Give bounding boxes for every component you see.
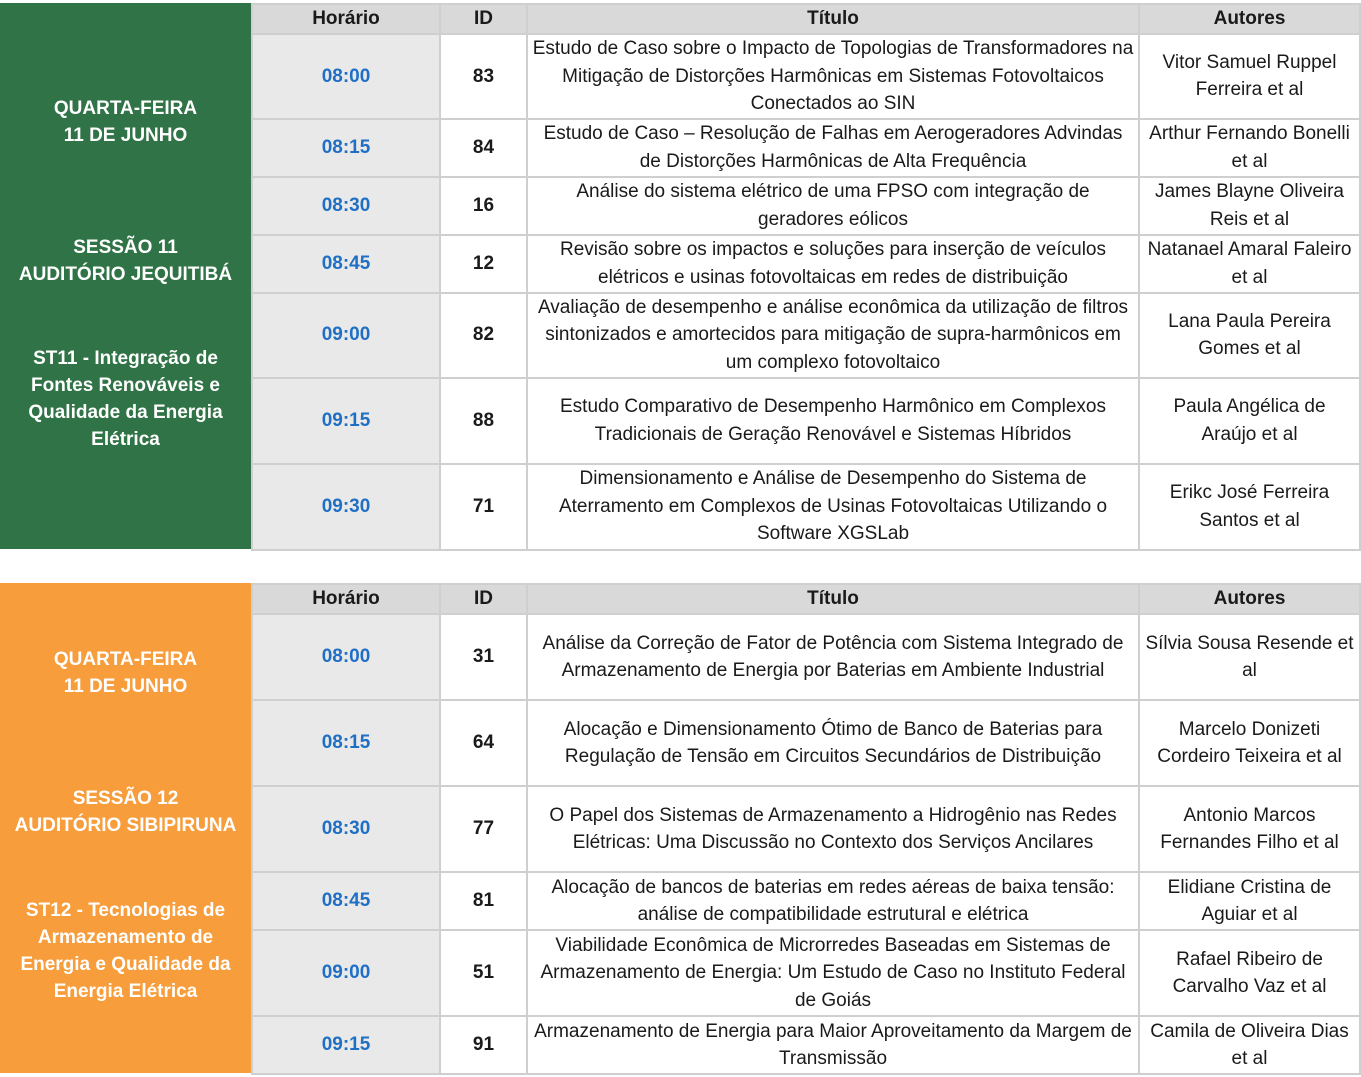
- row-title: O Papel dos Sistemas de Armazenamento a Hidrogênio nas Redes Elétricas: Uma Discussão no Contexto dos Serviços Ancilares: [527, 786, 1139, 872]
- day-label: QUARTA-FEIRA: [53, 649, 198, 670]
- row-authors: Erikc José Ferreira Santos et al: [1139, 464, 1360, 550]
- row-time: 08:30: [252, 786, 440, 872]
- row-id: 84: [440, 119, 527, 177]
- table-row: [252, 872, 1360, 930]
- row-time: 09:00: [252, 293, 440, 378]
- day-date: [0, 646, 251, 700]
- table-row: [252, 34, 1360, 119]
- row-title: Dimensionamento e Análise de Desempenho do Sistema de Aterramento em Complexos de Usinas Fotovoltaicas Utilizando o Software XGSLab: [527, 464, 1139, 550]
- row-authors: Camila de Oliveira Dias et al: [1139, 1016, 1360, 1074]
- session-12-block: [0, 583, 1354, 1073]
- table-row: [252, 378, 1360, 464]
- table-row: [252, 235, 1360, 293]
- track-label: ST12 - Tecnologias de Armazenamento de Energia e Qualidade da Energia Elétrica: [20, 900, 231, 1002]
- table-header: [252, 4, 1360, 34]
- row-id: 88: [440, 378, 527, 464]
- session-room: [0, 785, 251, 839]
- header-autores: Autores: [1139, 4, 1360, 34]
- session-label: SESSÃO 11: [73, 237, 178, 258]
- row-time: 08:15: [252, 119, 440, 177]
- track-label: ST11 - Integração de Fontes Renováveis e Qualidade da Energia Elétrica: [28, 348, 223, 450]
- row-authors: Lana Paula Pereira Gomes et al: [1139, 293, 1360, 378]
- row-title: Alocação de bancos de baterias em redes aéreas de baixa tensão: análise de compatibilidade estrutural e elétrica: [527, 872, 1139, 930]
- row-title: Estudo de Caso – Resolução de Falhas em Aerogeradores Advindas de Distorções Harmônicas de Alta Frequência: [527, 119, 1139, 177]
- row-id: 51: [440, 930, 527, 1016]
- room-label: AUDITÓRIO JEQUITIBÁ: [18, 264, 233, 285]
- row-title: Revisão sobre os impactos e soluções para inserção de veículos elétricos e usinas fotovoltaicas em redes de distribuição: [527, 235, 1139, 293]
- row-title: Estudo Comparativo de Desempenho Harmônico em Complexos Tradicionais de Geração Renovável e Sistemas Híbridos: [527, 378, 1139, 464]
- row-time: 09:15: [252, 378, 440, 464]
- session-11-table: [251, 3, 1361, 551]
- row-authors: Marcelo Donizeti Cordeiro Teixeira et al: [1139, 700, 1360, 786]
- row-title: Estudo de Caso sobre o Impacto de Topologias de Transformadores na Mitigação de Distorções Harmônicas em Sistemas Fotovoltaicos Conectados ao SIN: [527, 34, 1139, 119]
- row-id: 71: [440, 464, 527, 550]
- session-12-sidebar: [0, 583, 251, 1073]
- row-time: 08:45: [252, 872, 440, 930]
- header-titulo: Título: [527, 4, 1139, 34]
- session-room: [0, 234, 251, 288]
- room-label: AUDITÓRIO SIBIPIRUNA: [14, 815, 237, 836]
- row-id: 83: [440, 34, 527, 119]
- row-id: 31: [440, 614, 527, 700]
- row-title: Alocação e Dimensionamento Ótimo de Banco de Baterias para Regulação de Tensão em Circuitos Secundários de Distribuição: [527, 700, 1139, 786]
- row-authors: Arthur Fernando Bonelli et al: [1139, 119, 1360, 177]
- table-row: [252, 119, 1360, 177]
- row-id: 12: [440, 235, 527, 293]
- row-time: 09:30: [252, 464, 440, 550]
- table-row: [252, 177, 1360, 235]
- row-id: 64: [440, 700, 527, 786]
- day-date: [0, 95, 251, 149]
- header-titulo: Título: [527, 584, 1139, 614]
- session-label: SESSÃO 12: [72, 788, 179, 809]
- row-authors: Sílvia Sousa Resende et al: [1139, 614, 1360, 700]
- row-id: 16: [440, 177, 527, 235]
- row-authors: Antonio Marcos Fernandes Filho et al: [1139, 786, 1360, 872]
- table-row: [252, 786, 1360, 872]
- table-row: [252, 293, 1360, 378]
- row-id: 82: [440, 293, 527, 378]
- table-row: [252, 700, 1360, 786]
- table-row: [252, 614, 1360, 700]
- header-horario: Horário: [252, 4, 440, 34]
- row-authors: Elidiane Cristina de Aguiar et al: [1139, 872, 1360, 930]
- table-row: [252, 464, 1360, 550]
- row-authors: Natanael Amaral Faleiro et al: [1139, 235, 1360, 293]
- date-label: 11 DE JUNHO: [63, 125, 188, 146]
- row-time: 08:00: [252, 614, 440, 700]
- table-row: [252, 930, 1360, 1016]
- row-time: 08:45: [252, 235, 440, 293]
- row-authors: Rafael Ribeiro de Carvalho Vaz et al: [1139, 930, 1360, 1016]
- row-time: 08:30: [252, 177, 440, 235]
- row-id: 77: [440, 786, 527, 872]
- session-11-block: [0, 3, 1352, 549]
- header-horario: Horário: [252, 584, 440, 614]
- row-authors: Paula Angélica de Araújo et al: [1139, 378, 1360, 464]
- table-header: [252, 584, 1360, 614]
- day-label: QUARTA-FEIRA: [53, 98, 198, 119]
- date-label: 11 DE JUNHO: [63, 676, 188, 697]
- row-time: 09:00: [252, 930, 440, 1016]
- row-title: Análise da Correção de Fator de Potência com Sistema Integrado de Armazenamento de Energia por Baterias em Ambiente Industrial: [527, 614, 1139, 700]
- row-id: 91: [440, 1016, 527, 1074]
- row-title: Análise do sistema elétrico de uma FPSO com integração de geradores eólicos: [527, 177, 1139, 235]
- header-autores: Autores: [1139, 584, 1360, 614]
- header-id: ID: [440, 4, 527, 34]
- table-row: [252, 1016, 1360, 1074]
- row-time: 08:15: [252, 700, 440, 786]
- row-authors: Vitor Samuel Ruppel Ferreira et al: [1139, 34, 1360, 119]
- session-12-table: [251, 583, 1361, 1075]
- session-11-sidebar: [0, 3, 251, 549]
- header-id: ID: [440, 584, 527, 614]
- row-title: Viabilidade Econômica de Microrredes Baseadas em Sistemas de Armazenamento de Energia: Um Estudo de Caso no Instituto Federal de Goiás: [527, 930, 1139, 1016]
- row-time: 08:00: [252, 34, 440, 119]
- row-id: 81: [440, 872, 527, 930]
- row-title: Avaliação de desempenho e análise econômica da utilização de filtros sintonizados e amortecidos para mitigação de supra-harmônicos em um complexo fotovoltaico: [527, 293, 1139, 378]
- row-title: Armazenamento de Energia para Maior Aproveitamento da Margem de Transmissão: [527, 1016, 1139, 1074]
- row-authors: James Blayne Oliveira Reis et al: [1139, 177, 1360, 235]
- row-time: 09:15: [252, 1016, 440, 1074]
